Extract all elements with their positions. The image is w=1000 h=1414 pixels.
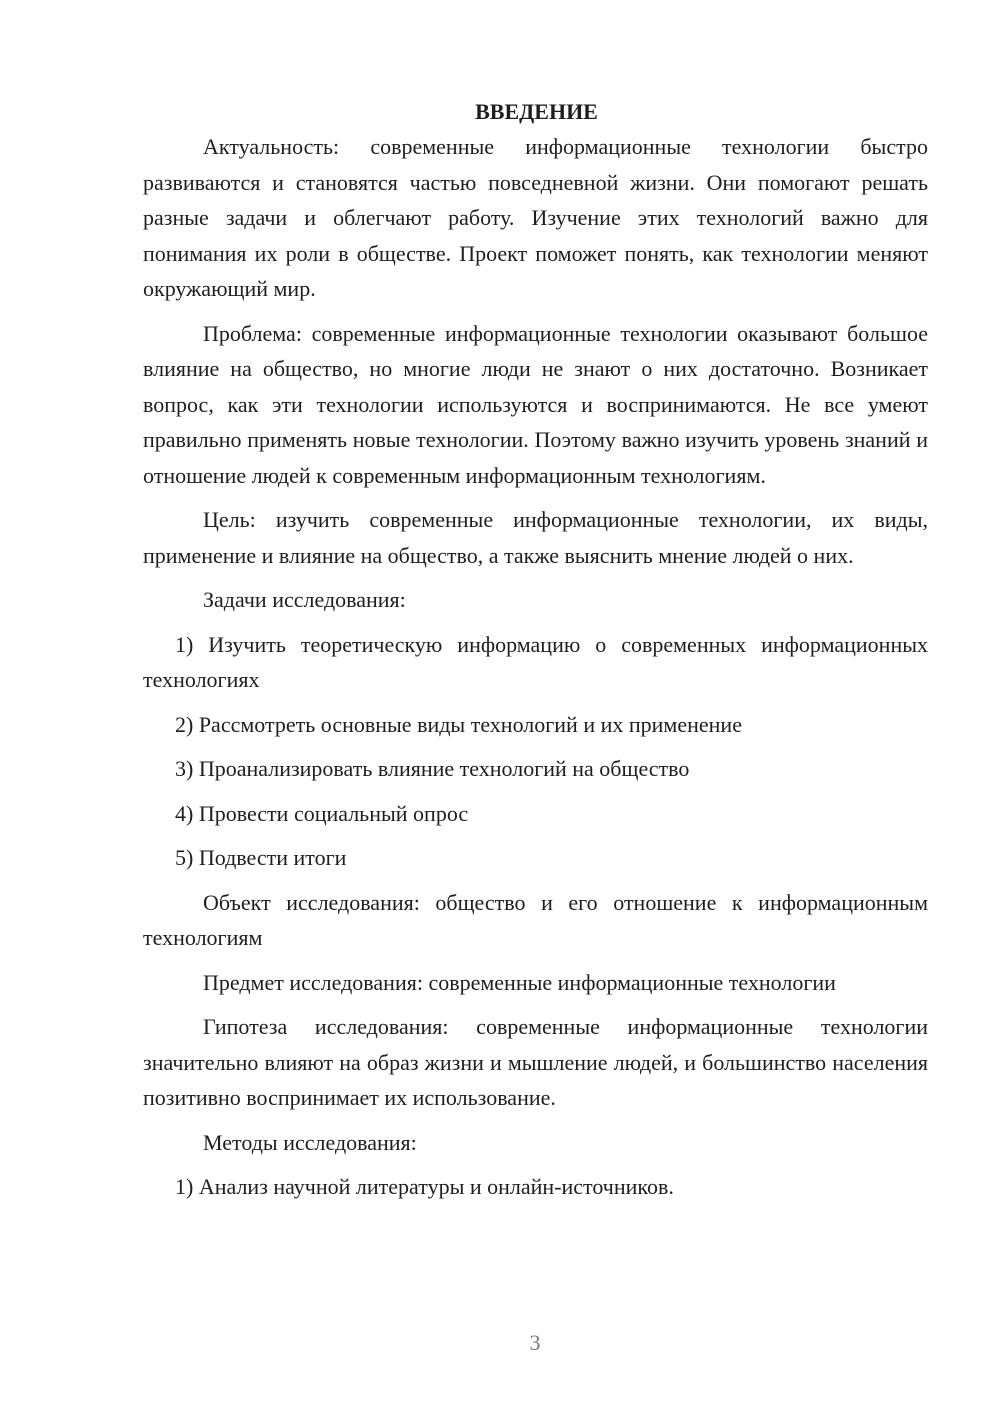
object-paragraph: Объект исследования: общество и его отношение к информационным технологиям xyxy=(143,889,928,950)
page-content xyxy=(143,94,928,1214)
problem-paragraph: Проблема: современные информационные технологии оказывают большое влияние на общество, но многие люди не знают о них достаточно. Возникает вопрос, как эти технологии используются и воспринимаются. Не все умеют правильно применять новые технологии. Поэтому важно изучить уровень знаний и отношение людей к современным информационным технологиям. xyxy=(143,320,928,488)
task-item-2: 2) Рассмотреть основные виды технологий и их применение xyxy=(175,711,742,737)
methods-heading: Методы исследования: xyxy=(203,1129,417,1155)
task-item-1: 1) Изучить теоретическую информацию о современных информационных технологиях xyxy=(143,631,928,692)
goal-paragraph: Цель: изучить современные информационные технологии, их виды, применение и влияние на общество, а также выяснить мнение людей о них. xyxy=(143,507,928,568)
page-number: 3 xyxy=(529,1330,541,1355)
method-item-1: 1) Анализ научной литературы и онлайн-источников. xyxy=(175,1174,674,1199)
relevance-paragraph: Актуальность: современные информационные технологии быстро развиваются и становятся частью повседневной жизни. Они помогают решать разные задачи и облегчают работу. Изучение этих технологий важно для понимания их роли в обществе. Проект поможет понять, как технологии меняют окружающий мир. xyxy=(143,134,928,301)
task-item-3: 3) Проанализировать влияние технологий на общество xyxy=(175,756,690,781)
task-item-4: 4) Провести социальный опрос xyxy=(175,800,469,826)
page-title: ВВЕДЕНИЕ xyxy=(475,99,598,124)
task-item-5: 5) Подвести итоги xyxy=(175,845,347,870)
hypothesis-paragraph: Гипотеза исследования: современные информационные технологии значительно влияют на образ жизни и мышление людей, и большинство населения позитивно воспринимает их использование. xyxy=(143,1014,928,1110)
tasks-heading: Задачи исследования: xyxy=(203,587,406,612)
subject-paragraph: Предмет исследования: современные информационные технологии xyxy=(203,969,836,995)
